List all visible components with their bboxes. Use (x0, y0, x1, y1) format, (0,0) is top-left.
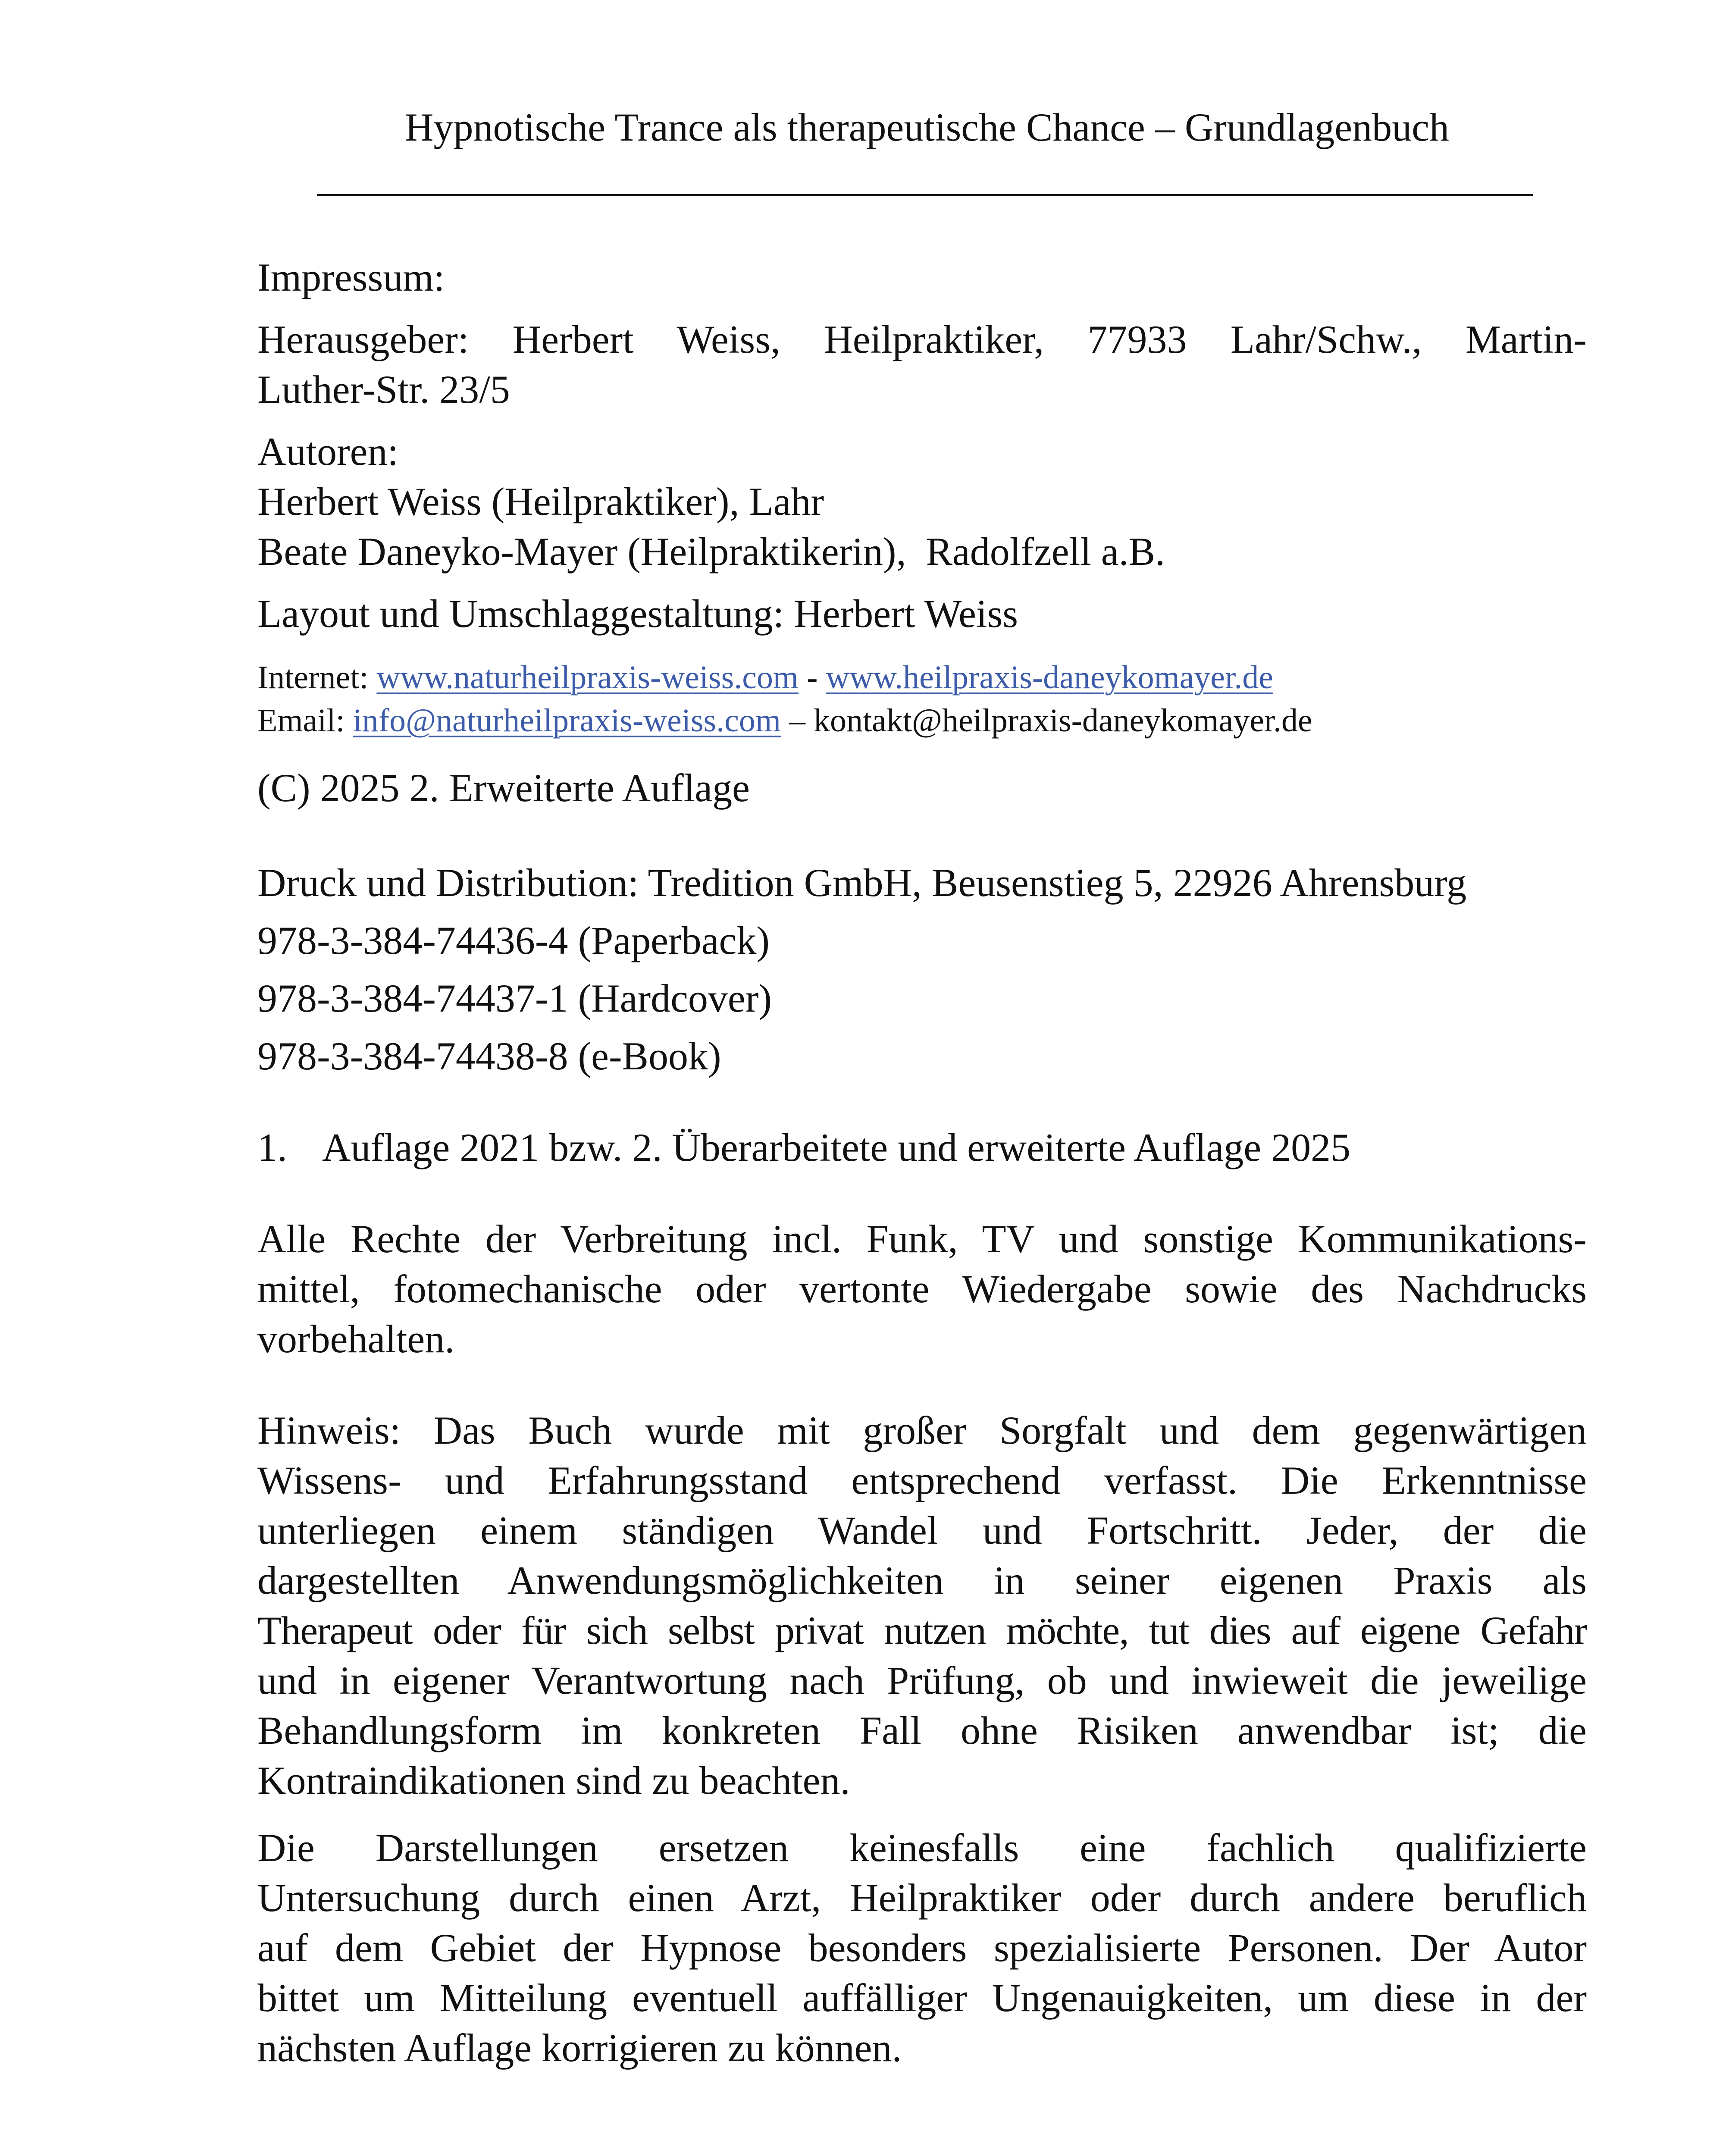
isbn-hardcover: 978-3-384-74437-1 (Hardcover) (257, 976, 772, 1020)
running-header: Hypnotische Trance als therapeutische Chance – Grundlagenbuch (405, 105, 1449, 149)
authors-heading: Autoren: (257, 429, 399, 473)
notice-paragraph (257, 1405, 1587, 1805)
email-link-weiss[interactable]: info@naturheilpraxis-weiss.com (353, 702, 781, 739)
email-daneykomayer: – kontakt@heilpraxis-daneykomayer.de (780, 702, 1312, 739)
edition-text: Auflage 2021 bzw. 2. Überarbeitete und erweiterte Auflage 2025 (322, 1125, 1351, 1169)
contact-block (257, 656, 1587, 742)
notice-line: und in eigener Verantwortung nach Prüfung, ob und inwieweit die jeweilige (257, 1658, 1587, 1702)
internet-label: Internet: (257, 659, 377, 696)
notice-line: unterliegen einem ständigen Wandel und Fortschritt. Jeder, der die (257, 1508, 1587, 1552)
notice-line: dargestellten Anwendungsmöglichkeiten in seiner eigenen Praxis als (257, 1558, 1587, 1602)
print-distribution: Druck und Distribution: Tredition GmbH, Beusenstieg 5, 22926 Ahrensburg (257, 861, 1467, 905)
header-rule (317, 194, 1533, 196)
link-naturheilpraxis-weiss[interactable]: www.naturheilpraxis-weiss.com (376, 659, 799, 696)
publisher-line-1: Herausgeber: Herbert Weiss, Heilpraktiker, 77933 Lahr/Schw., Martin- (257, 317, 1587, 361)
internet-line (257, 656, 1587, 699)
impressum-heading: Impressum: (257, 255, 445, 299)
authors-block (257, 426, 1587, 577)
disclaimer-paragraph (257, 1823, 1587, 2073)
disclaimer-line: auf dem Gebiet der Hypnose besonders spezialisierte Personen. Der Autor (257, 1926, 1587, 1970)
rights-line-3: vorbehalten. (257, 1317, 455, 1361)
notice-line: Therapeut oder für sich selbst privat nutzen möchte, tut dies auf eigene Gefahr (257, 1608, 1587, 1652)
impressum-body (257, 252, 1587, 2073)
isbn-ebook: 978-3-384-74438-8 (e-Book) (257, 1034, 721, 1078)
notice-line: Kontraindikationen sind zu beachten. (257, 1758, 850, 1802)
disclaimer-line: bittet um Mitteilung eventuell auffälliger Ungenauigkeiten, um diese in der (257, 1976, 1587, 2020)
edition-number: 1. (257, 1125, 287, 1169)
rights-paragraph (257, 1214, 1587, 1364)
layout-credit: Layout und Umschlaggestaltung: Herbert Weiss (257, 592, 1018, 636)
edition-line (257, 1122, 1587, 1172)
rights-line-1: Alle Rechte der Verbreitung incl. Funk, TV und sonstige Kommunikations- (257, 1217, 1587, 1261)
notice-line: Behandlungsform im konkreten Fall ohne Risiken anwendbar ist; die (257, 1708, 1587, 1752)
notice-line: Wissens- und Erfahrungsstand entsprechend verfasst. Die Erkenntnisse (257, 1458, 1587, 1502)
internet-separator: - (799, 659, 826, 696)
publisher-block (257, 314, 1587, 414)
print-isbn-block (257, 858, 1587, 1081)
disclaimer-line: Untersuchung durch einen Arzt, Heilpraktiker oder durch andere beruflich (257, 1876, 1587, 1920)
author-weiss: Herbert Weiss (Heilpraktiker), Lahr (257, 479, 824, 523)
rights-line-2: mittel, fotomechanische oder vertonte Wiedergabe sowie des Nachdrucks (257, 1267, 1587, 1311)
publisher-line-2: Luther-Str. 23/5 (257, 367, 510, 411)
link-heilpraxis-daneykomayer[interactable]: www.heilpraxis-daneykomayer.de (826, 659, 1273, 696)
disclaimer-line: nächsten Auflage korrigieren zu können. (257, 2026, 902, 2070)
isbn-paperback: 978-3-384-74436-4 (Paperback) (257, 918, 770, 962)
email-label: Email: (257, 702, 353, 739)
notice-line: Hinweis: Das Buch wurde mit großer Sorgfalt und dem gegenwärtigen (257, 1408, 1587, 1452)
email-line (257, 699, 1587, 742)
author-daneyko-mayer: Beate Daneyko-Mayer (Heilpraktikerin), Radolfzell a.B. (257, 530, 1165, 573)
disclaimer-line: Die Darstellungen ersetzen keinesfalls eine fachlich qualifizierte (257, 1826, 1587, 1870)
copyright-line: (C) 2025 2. Erweiterte Auflage (257, 766, 750, 810)
